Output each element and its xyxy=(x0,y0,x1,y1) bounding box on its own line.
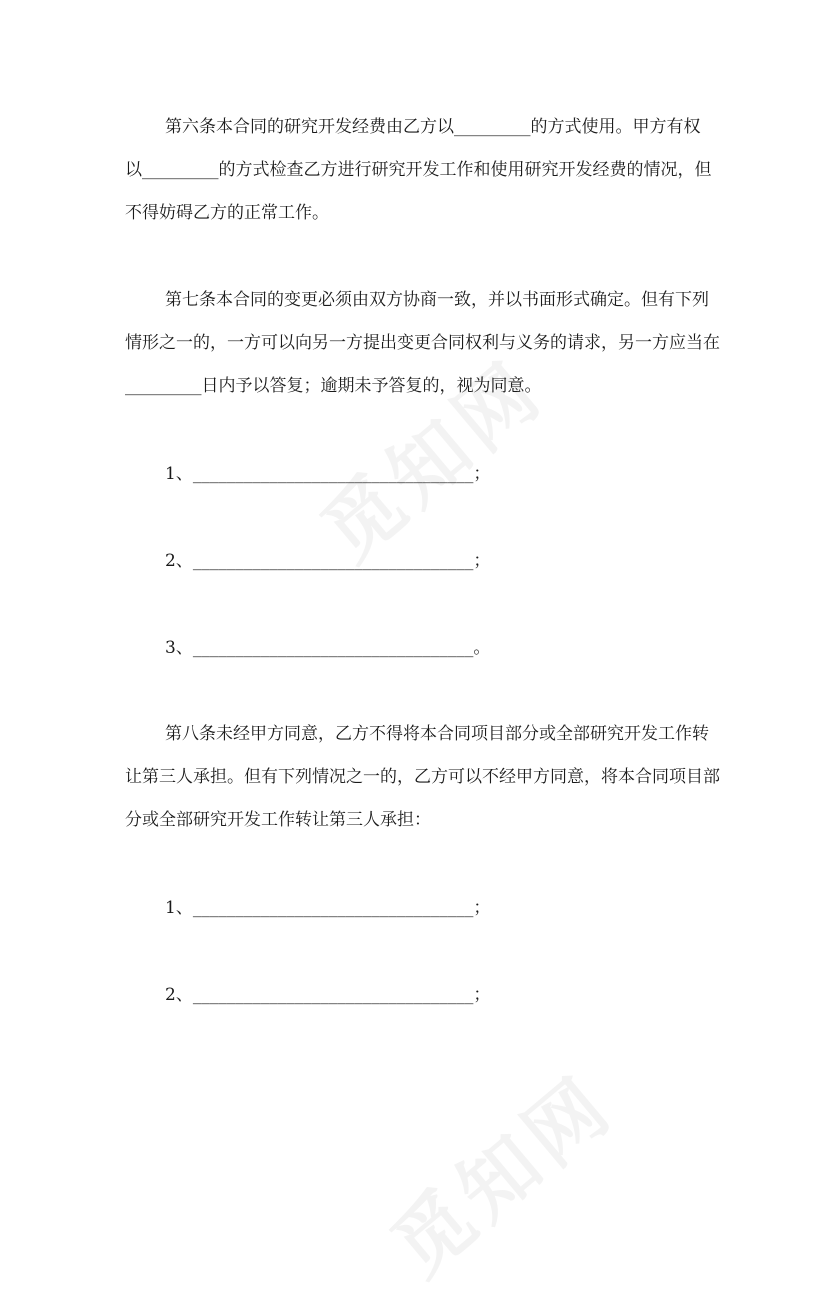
article6-line-3: 不得妨碍乙方的正常工作。 xyxy=(125,203,329,223)
article8-item-2: 2、_________________________________； xyxy=(165,985,491,1005)
article7-line-1: 第七条本合同的变更必须由双方协商一致，并以书面形式确定。但有下列 xyxy=(165,290,709,310)
article6-line-1: 第六条本合同的研究开发经费由乙方以_________的方式使用。甲方有权 xyxy=(165,117,701,137)
article7-line-2: 情形之一的，一方可以向另一方提出变更合同权利与义务的请求，另一方应当在 xyxy=(125,333,720,353)
article7-item-2: 2、_________________________________； xyxy=(165,551,491,571)
watermark xyxy=(294,330,564,582)
watermark xyxy=(364,1045,634,1297)
article8-line-1: 第八条未经甲方同意，乙方不得将本合同项目部分或全部研究开发工作转 xyxy=(165,724,709,744)
article7-line-3: _________日内予以答复；逾期未予答复的，视为同意。 xyxy=(125,376,542,396)
article8-line-2: 让第三人承担。但有下列情况之一的，乙方可以不经甲方同意，将本合同项目部 xyxy=(125,767,720,787)
article6-line-2: 以_________的方式检查乙方进行研究开发工作和使用研究开发经费的情况，但 xyxy=(125,160,712,180)
article8-line-3: 分或全部研究开发工作转让第三人承担： xyxy=(125,810,431,830)
article7-item-1: 1、_________________________________； xyxy=(165,464,491,484)
article7-item-3: 3、_________________________________。 xyxy=(165,638,491,658)
article8-item-1: 1、_________________________________； xyxy=(165,898,491,918)
